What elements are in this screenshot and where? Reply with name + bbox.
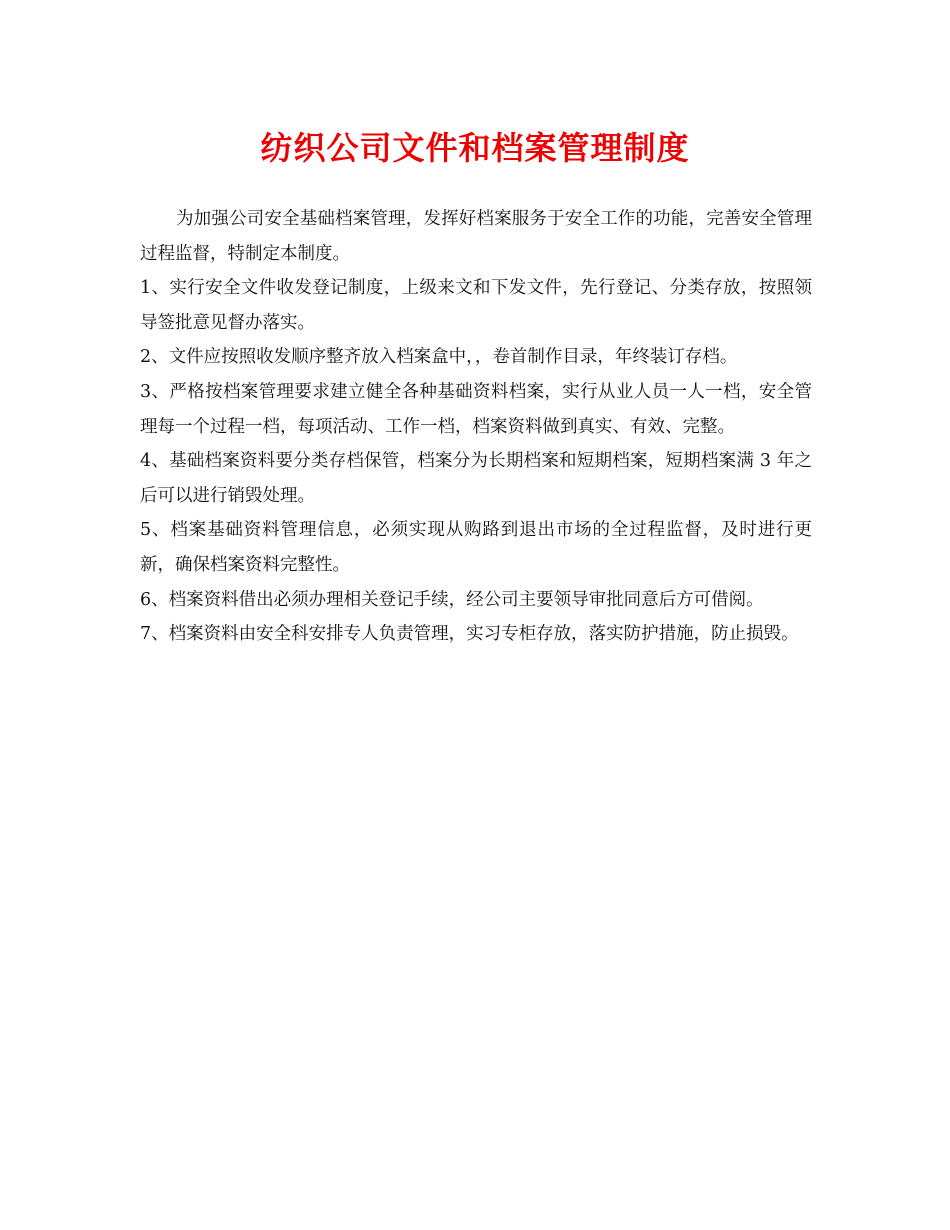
document-body [140, 202, 812, 652]
regulation-item-5: 5、档案基础资料管理信息，必须实现从购路到退出市场的全过程监督，及时进行更新，确保档案资料完整性。 [140, 520, 812, 575]
regulation-item-4: 4、基础档案资料要分类存档保管，档案分为长期档案和短期档案，短期档案满 3 年之后可以进行销毁处理。 [140, 451, 812, 506]
regulation-item-3: 3、严格按档案管理要求建立健全各种基础资料档案，实行从业人员一人一档，安全管理每一个过程一档，每项活动、工作一档，档案资料做到真实、有效、完整。 [140, 381, 812, 437]
regulation-item-6: 6、档案资料借出必须办理相关登记手续，经公司主要领导审批同意后方可借阅。 [140, 589, 764, 610]
regulation-item-1: 1、实行安全文件收发登记制度，上级来文和下发文件，先行登记、分类存放，按照领导签批意见督办落实。 [140, 278, 812, 333]
document-title: 纺织公司文件和档案管理制度 [260, 129, 690, 167]
regulation-item-2: 2、文件应按照收发顺序整齐放入档案盒中，，卷首制作目录，年终装订存档。 [140, 347, 738, 368]
intro-paragraph: 为加强公司安全基础档案管理，发挥好档案服务于安全工作的功能，完善安全管理过程监督，特制定本制度。 [140, 209, 812, 264]
regulation-item-7: 7、档案资料由安全科安排专人负责管理，实习专柜存放，落实防护措施，防止损毁。 [140, 624, 799, 645]
